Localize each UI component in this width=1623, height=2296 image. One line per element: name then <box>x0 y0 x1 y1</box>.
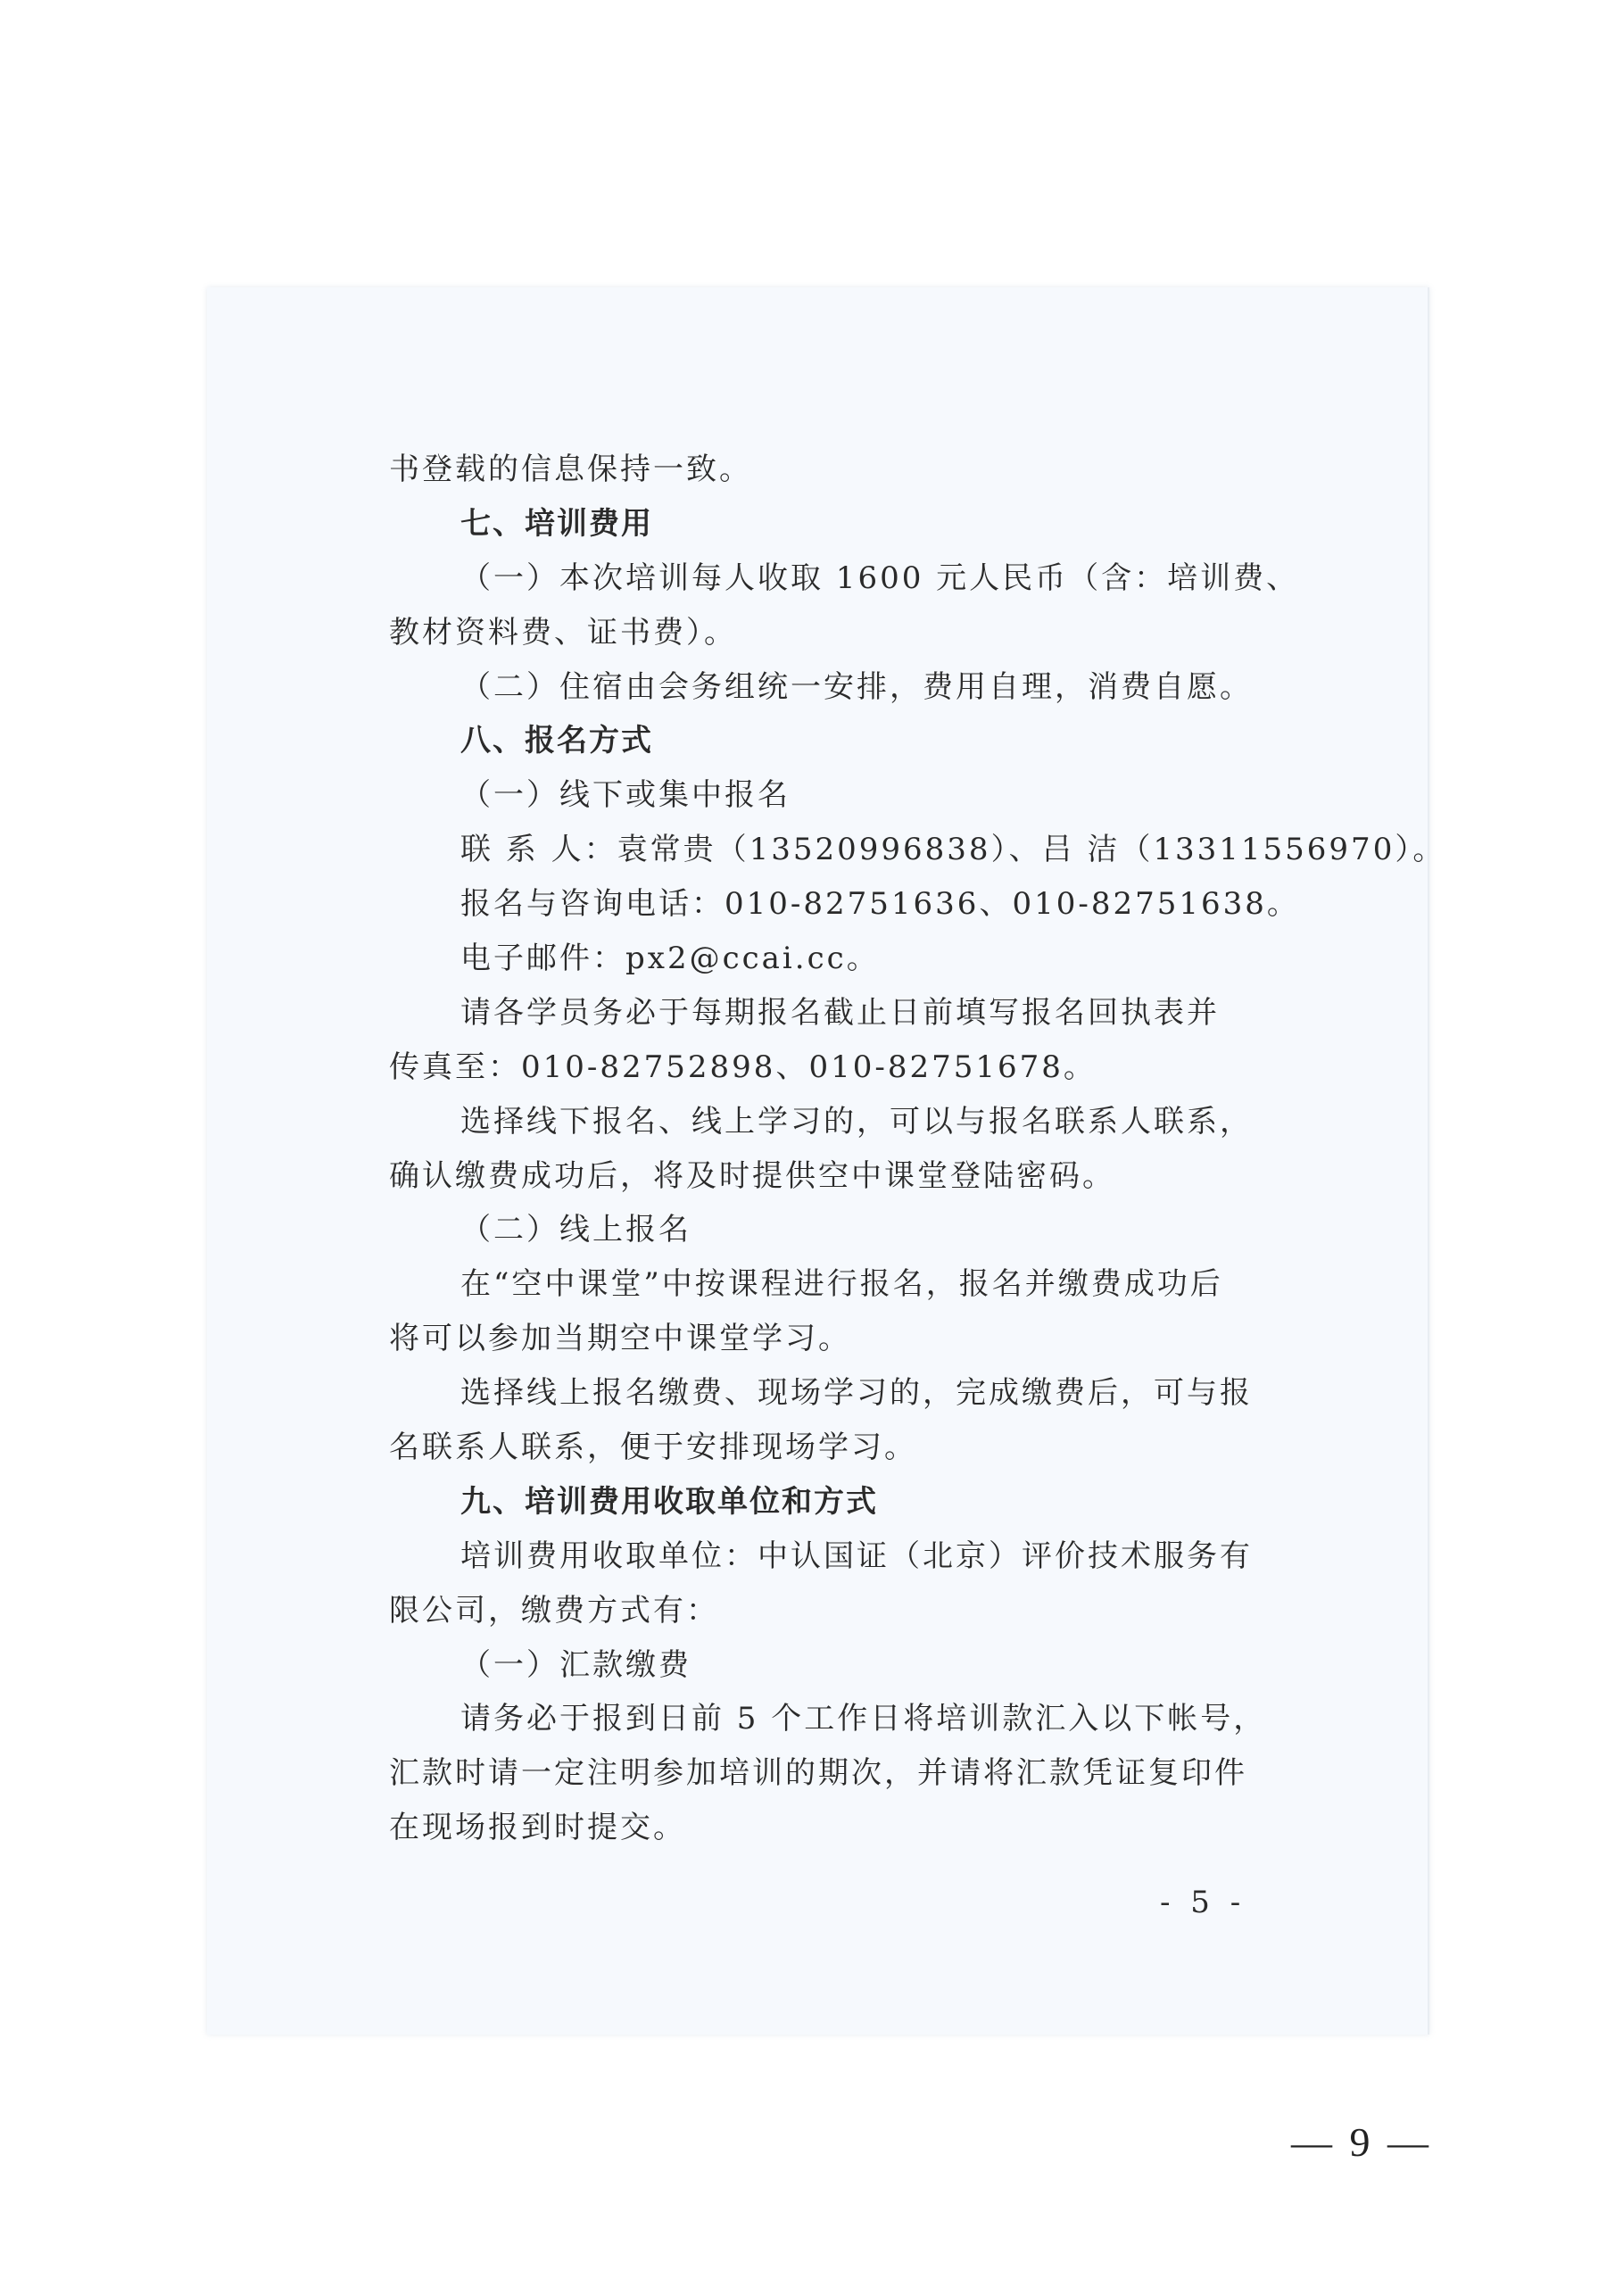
consultation-phone: 报名与咨询电话：010-82751636、010-82751638。 <box>460 886 1300 923</box>
paragraph-line: 教材资料费、证书费）。 <box>389 614 737 651</box>
paragraph-line: 选择线下报名、线上学习的，可以与报名联系人联系， <box>460 1103 1253 1140</box>
paragraph-line: 请务必于报到日前 5 个工作日将培训款汇入以下帐号， <box>460 1701 1267 1737</box>
section-heading-registration: 八、报名方式 <box>460 723 653 759</box>
contact-persons: 联 系 人：袁常贵（13520996838）、吕 洁（13311556970）。 <box>460 832 1446 868</box>
paragraph-line: 限公司，缴费方式有： <box>389 1592 719 1629</box>
paragraph-line: 名联系人联系，便于安排现场学习。 <box>389 1430 917 1466</box>
paragraph-line: 选择线上报名缴费、现场学习的，完成缴费后，可与报 <box>460 1375 1253 1412</box>
paragraph-line: （一）本次培训每人收取 1600 元人民币（含：培训费、 <box>460 559 1300 596</box>
inner-page-number: - 5 - <box>1160 1885 1246 1920</box>
paragraph-line: 将可以参加当期空中课堂学习。 <box>389 1321 851 1357</box>
paragraph-line: 汇款时请一定注明参加培训的期次，并请将汇款凭证复印件 <box>389 1755 1247 1792</box>
fax-line: 传真至：010-82752898、010-82751678。 <box>389 1049 1097 1085</box>
email-line: 电子邮件：px2@ccai.cc。 <box>460 941 880 977</box>
section-heading-fee-collection: 九、培训费用收取单位和方式 <box>460 1483 878 1520</box>
paragraph-line: 请各学员务必于每期报名截止日前填写报名回执表并 <box>460 994 1220 1031</box>
section-heading-training-fee: 七、培训费用 <box>460 505 653 542</box>
paragraph-line: 书登载的信息保持一致。 <box>389 452 752 487</box>
paragraph-line: 确认缴费成功后，将及时提供空中课堂登陆密码。 <box>389 1157 1115 1194</box>
subheading-remittance: （一）汇款缴费 <box>460 1646 691 1683</box>
paragraph-line: 在现场报到时提交。 <box>389 1810 686 1846</box>
outer-page-number: — 9 — <box>1291 2119 1432 2165</box>
paragraph-line: 在“空中课堂”中按课程进行报名，报名并缴费成功后 <box>460 1266 1223 1303</box>
paragraph-line: 培训费用收取单位：中认国证（北京）评价技术服务有 <box>460 1538 1253 1574</box>
paragraph-line: （二）住宿由会务组统一安排，费用自理，消费自愿。 <box>460 668 1253 705</box>
subheading-offline-registration: （一）线下或集中报名 <box>460 777 791 814</box>
subheading-online-registration: （二）线上报名 <box>460 1212 691 1248</box>
document-body <box>389 443 1446 1855</box>
